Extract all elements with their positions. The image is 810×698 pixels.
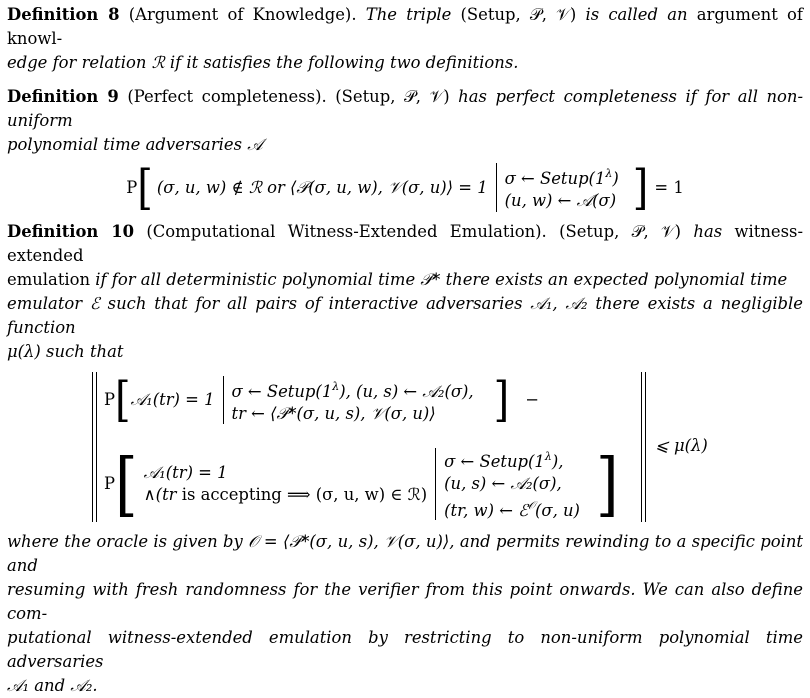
closing-line-3: putational witness-extended emulation by restricting to non-uniform polynomial time adversaries xyxy=(7,628,803,671)
eq10-bot-cond-3: (tr, w) ← ℰ$^𝒪$(σ, u) xyxy=(444,499,580,520)
def10-text-b: witness-extended xyxy=(7,222,803,265)
eq10-top-open: [ xyxy=(115,372,131,428)
eq10-bot-close: ] xyxy=(595,443,619,525)
def10-line2-b: if for all deterministic polynomial time 𝒫* there exists an expected polynomial time xyxy=(90,270,788,289)
closing-line-2: resuming with fresh randomness for the verifier from this point onwards. We can also define com- xyxy=(7,580,803,623)
eq10-top-conditions xyxy=(232,376,474,425)
eq9-condition-bar xyxy=(496,163,497,212)
eq10-bot-open: [ xyxy=(115,443,138,525)
eq9-event: (σ, u, w) ∉ ℛ or ⟨𝒫(σ, u, w), 𝒱(σ, u)⟩ = 1 xyxy=(156,177,488,197)
eq9-open-bracket: [ xyxy=(137,159,153,216)
def10-triple: (Setup, 𝒫, 𝒱) xyxy=(559,222,682,241)
emulation-equation xyxy=(92,372,732,525)
def8-text-b: is called an xyxy=(585,5,688,24)
eq10-top-cond-1: σ ← $Setup(1^\lambda)$, (u, s) ← 𝒜₂(σ), xyxy=(231,379,474,401)
eq10-bot-cond-1: σ ← $Setup(1^\lambda)$, xyxy=(444,450,564,471)
closing-paragraph xyxy=(7,530,803,698)
def9-line2: polynomial time adversaries 𝒜 xyxy=(7,135,263,154)
def8-line2: edge for relation ℛ if it satisfies the following two definitions. xyxy=(7,53,519,72)
def10-title: (Computational Witness-Extended Emulation). xyxy=(146,222,547,241)
eq9-conditions xyxy=(505,163,619,212)
eq10-bot-cond-2: (u, s) ← 𝒜₂(σ), xyxy=(444,474,562,493)
abs-bar-left-inner xyxy=(96,372,97,522)
eq10-bot-event xyxy=(144,462,427,506)
eq10-bot-prob: P xyxy=(104,474,116,493)
eq10-bot-event-2: ∧(tr is accepting ⟹ (σ, u, w) ∈ ℛ) xyxy=(143,485,428,504)
abs-bar-left-outer xyxy=(92,372,93,522)
def8-title: (Argument of Knowledge). xyxy=(128,5,357,24)
definition-10 xyxy=(7,220,803,364)
def8-triple: (Setup, 𝒫, 𝒱) xyxy=(460,5,577,24)
def10-line3: emulator ℰ such that for all pairs of interactive adversaries 𝒜₁, 𝒜₂ there exists a negligible function xyxy=(7,294,803,337)
def10-text-a: has xyxy=(693,222,723,241)
eq10-minus: − xyxy=(525,390,539,409)
closing-line-4: 𝒜₁ and 𝒜₂. xyxy=(7,676,98,695)
eq10-bot-event-1: 𝒜₁(tr) = 1 xyxy=(143,463,228,482)
eq9-cond-1: σ ← $Setup(1^\lambda)$ xyxy=(504,167,619,188)
def9-heading: Definition 9 xyxy=(7,87,119,106)
def8-text-a: The triple xyxy=(365,5,452,24)
closing-line-1: where the oracle is given by 𝒪 = ⟨𝒫*(σ, u, s), 𝒱(σ, u)⟩, and permits rewinding to a specific point and xyxy=(7,532,803,575)
eq10-top-bar xyxy=(223,376,224,424)
def8-text-c: argument of knowl- xyxy=(7,5,803,48)
def10-line4: μ(λ) such that xyxy=(7,342,124,361)
eq10-rhs: ⩽ μ(λ) xyxy=(655,436,708,455)
def9-text: has perfect completeness if for all non-uniform xyxy=(7,87,804,130)
abs-bar-right-outer xyxy=(645,372,646,522)
eq10-bot-bar xyxy=(435,448,436,520)
eq9-rhs: = 1 xyxy=(654,177,684,197)
def8-heading: Definition 8 xyxy=(7,5,120,24)
completeness-equation xyxy=(7,159,803,216)
eq10-top-prob: P xyxy=(104,390,116,409)
eq10-top-close: ] xyxy=(493,372,510,428)
eq10-top-term xyxy=(104,372,539,428)
eq9-prob: P xyxy=(126,177,138,197)
def9-triple: (Setup, 𝒫, 𝒱) xyxy=(335,87,450,106)
definition-8 xyxy=(7,3,803,75)
paper-page xyxy=(7,3,803,698)
def10-line2-a: emulation xyxy=(7,270,91,289)
eq10-bottom-term xyxy=(104,443,619,525)
eq10-bot-conditions xyxy=(444,446,580,522)
eq9-close-bracket: ] xyxy=(632,159,649,216)
definition-9 xyxy=(7,85,803,157)
abs-bar-right-inner xyxy=(641,372,642,522)
def10-heading: Definition 10 xyxy=(7,222,134,241)
def9-title: (Perfect completeness). xyxy=(127,87,327,106)
eq10-top-event: 𝒜₁(tr) = 1 xyxy=(130,390,215,409)
eq10-top-cond-2: tr ← ⟨𝒫*(σ, u, s), 𝒱(σ, u)⟩ xyxy=(231,403,436,423)
eq9-cond-2: (u, w) ← 𝒜(σ) xyxy=(504,191,617,210)
